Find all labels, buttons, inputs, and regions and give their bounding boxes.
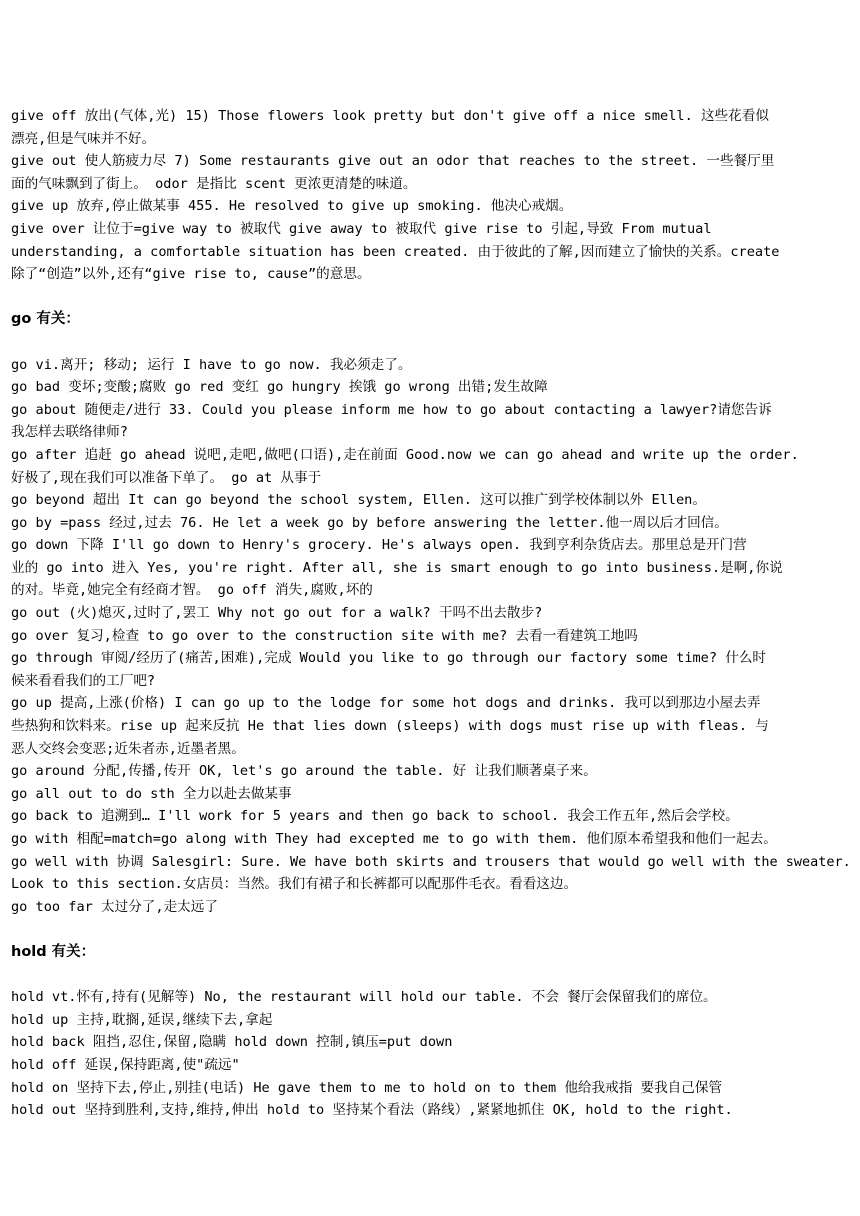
text-line: 业的 go into 进入 Yes, you're right. After all, she is smart enough to go into business.是啊,你说 [11,559,783,576]
hold-section [11,986,852,1122]
text-line: Look to this section.女店员：当然。我们有裙子和长裤都可以配那件毛衣。看看这边。 [11,876,578,893]
text-line: go back to 追溯到… I'll work for 5 years and then go back to school. 我会工作五年,然后会学校。 [11,808,739,825]
go-heading: go 有关： [11,311,80,328]
text-line: give off 放出(气体,光) 15) Those flowers look pretty but don't give off a nice smell. 这些花看似 [11,108,769,124]
blank-line [11,331,852,354]
text-line: go up 提高,上涨(价格) I can go up to the lodge for some hot dogs and drinks. 我可以到那边小屋去弄 [11,695,761,712]
text-line: go about 随便走/进行 33. Could you please inform me how to go about contacting a lawyer?请您告诉 [11,401,772,418]
text-line: hold on 坚持下去,停止,别挂(电话) He gave them to me to hold on to them 他给我戒指 要我自己保管 [11,1079,723,1096]
text-line: 好极了,现在我们可以准备下单了。 go at 从事于 [11,469,322,486]
text-line: hold vt.怀有,持有(见解等) No, the restaurant will hold our table. 不会 餐厅会保留我们的席位。 [11,989,717,1006]
text-line: 面的气味飘到了街上。 odor 是指比 scent 更浓更清楚的味道。 [11,175,417,192]
text-line: go out (火)熄灭,过时了,罢工 Why not go out for a walk? 干吗不出去散步? [11,605,543,622]
text-line: go through 审阅/经历了(痛苦,困难),完成 Would you like to go through our factory some time? 什么时 [11,650,767,667]
blank-line [11,918,852,941]
text-line: give out 使人筋疲力尽 7) Some restaurants give out an odor that reaches to the street. 一些餐厅里 [11,153,775,170]
blank-line [11,964,852,987]
text-line: 候来看看我们的工厂吧? [11,672,156,689]
text-line: go bad 变坏;变酸;腐败 go red 变红 go hungry 挨饿 go wrong 出错;发生故障 [11,379,548,396]
text-line: hold off 延误,保持距离,使"疏远" [11,1056,240,1073]
text-line: go over 复习,检查 to go over to the construction site with me? 去看一看建筑工地吗 [11,627,638,644]
blank-line [11,286,852,309]
text-line: go vi.离开; 移动; 运行 I have to go now. 我必须走了。 [11,356,412,373]
text-line: 漂亮,但是气味并不好。 [11,130,156,147]
text-line: hold back 阻挡,忍住,保留,隐瞒 hold down 控制,镇压=put down [11,1034,453,1051]
text-line: give up 放弃,停止做某事 455. He resolved to give up smoking. 他决心戒烟。 [11,198,573,215]
text-line: go around 分配,传播,传开 OK, let's go around the table. 好 让我们顺著桌子来。 [11,763,597,780]
text-line: go after 追赶 go ahead 说吧,走吧,做吧(口语),走在前面 Good.now we can go ahead and write up the order. [11,446,799,463]
text-line: go well with 协调 Salesgirl: Sure. We have both skirts and trousers that would go well with the sweater. [11,853,851,870]
text-line: 的对。毕竟,她完全有经商才智。 go off 消失,腐败,坏的 [11,582,373,599]
text-line: go all out to do sth 全力以赴去做某事 [11,785,292,802]
hold-heading: hold 有关： [11,943,96,960]
text-line: go beyond 超出 It can go beyond the school system, Ellen. 这可以推广到学校体制以外 Ellen。 [11,492,706,509]
text-line: 恶人交终会变恶;近朱者赤,近墨者黑。 [11,740,245,757]
text-line: go down 下降 I'll go down to Henry's grocery. He's always open. 我到亨利杂货店去。那里总是开门营 [11,537,747,554]
text-line: go with 相配=match=go along with They had excepted me to go with them. 他们原本希望我和他们一起去。 [11,831,777,847]
text-line: hold up 主持,耽搁,延误,继续下去,拿起 [11,1011,273,1028]
text-line: give over 让位于=give way to 被取代 give away to 被取代 give rise to 引起,导致 From mutual [11,220,712,237]
text-line: 除了“创造”以外,还有“give rise to, cause”的意思。 [11,266,371,283]
text-line: 些热狗和饮料来。rise up 起来反抗 He that lies down (sleeps) with dogs must rise up with fleas. 与 [11,718,769,735]
text-line: hold out 坚持到胜利,支持,维持,伸出 hold to 坚持某个看法（路线）,紧紧地抓住 OK, hold to the right. [11,1102,733,1119]
text-line: go by =pass 经过,过去 76. He let a week go by before answering the letter.他一周以后才回信。 [11,514,728,531]
text-line: understanding, a comfortable situation has been created. 由于彼此的了解,因而建立了愉快的关系。create [11,243,780,260]
go-section [11,354,852,919]
text-line: 我怎样去联络律师? [11,424,128,441]
give-section [11,105,852,286]
text-line: go too far 太过分了,走太远了 [11,898,218,915]
